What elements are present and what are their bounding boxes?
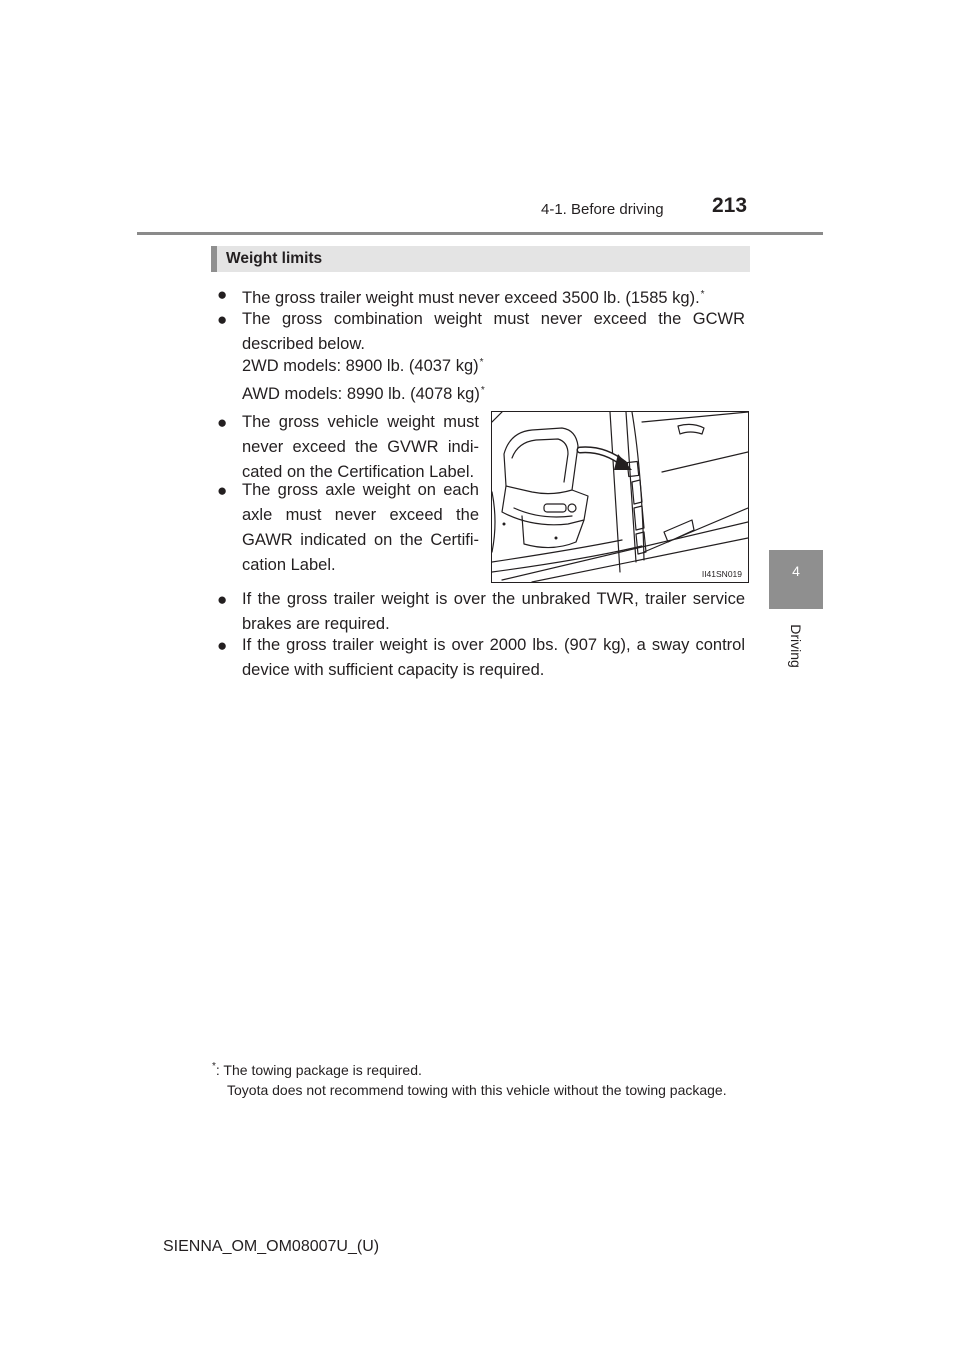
footnote <box>211 1057 743 1100</box>
bullet-text: The gross axle weight on each axle must never exceed the GAWR indicated on the Certifi-cation Label. <box>242 481 479 574</box>
footnote-line-1: : The towing package is required. <box>215 1062 422 1078</box>
chapter-tab <box>769 550 823 609</box>
bullet-text: If the gross trailer weight is over 2000 lbs. (907 kg), a sway control device with sufficient capacity is required. <box>242 636 745 679</box>
footnote-asterisk: * <box>212 1061 216 1072</box>
bullet-text: The gross trailer weight must never exceed 3500 lb. (1585 kg). <box>242 289 700 307</box>
asterisk-marker: * <box>700 289 705 300</box>
document-code: SIENNA_OM_OM08007U_(U) <box>163 1238 380 1255</box>
header-rule <box>137 232 823 235</box>
bullet-marker: ● <box>217 413 228 432</box>
certification-label-illustration <box>491 411 749 583</box>
gcwr-awd-text: AWD models: 8990 lb. (4078 kg) <box>242 385 480 403</box>
bullet-text: If the gross trailer weight is over the unbraked TWR, trailer service brakes are required. <box>242 590 745 633</box>
bullet-marker: ● <box>217 285 228 304</box>
bullet-marker: ● <box>217 636 228 655</box>
bullet-gross-vehicle-weight <box>217 410 479 485</box>
bullet-text: The gross vehicle weight must never exceed the GVWR indi-cated on the Certification Label. <box>242 413 479 481</box>
bullet-unbraked-twr <box>217 587 745 637</box>
header-section-title: 4-1. Before driving <box>541 201 664 218</box>
bullet-gross-axle-weight <box>217 478 479 578</box>
section-heading <box>211 246 750 272</box>
bullet-marker: ● <box>217 590 228 609</box>
footnote-line-2: Toyota does not recommend towing with this vehicle without the towing package. <box>227 1082 727 1098</box>
gcwr-2wd-text: 2WD models: 8900 lb. (4037 kg) <box>242 357 479 375</box>
chapter-number: 4 <box>792 563 800 579</box>
door-jamb-drawing <box>492 412 748 582</box>
bullet-marker: ● <box>217 310 228 329</box>
chapter-label-text: Driving <box>788 624 804 668</box>
bullet-marker: ● <box>217 481 228 500</box>
page-number: 213 <box>712 194 748 217</box>
asterisk-marker: * <box>479 357 484 368</box>
asterisk-marker: * <box>480 385 485 396</box>
figure-code: II41SN019 <box>701 569 742 579</box>
section-heading-text: Weight limits <box>226 250 323 267</box>
gcwr-2wd <box>242 350 484 379</box>
chapter-label <box>778 616 814 676</box>
bullet-text: The gross combination weight must never exceed the GCWR described below. <box>242 310 745 353</box>
bullet-sway-control <box>217 633 745 683</box>
gcwr-awd <box>242 378 485 407</box>
